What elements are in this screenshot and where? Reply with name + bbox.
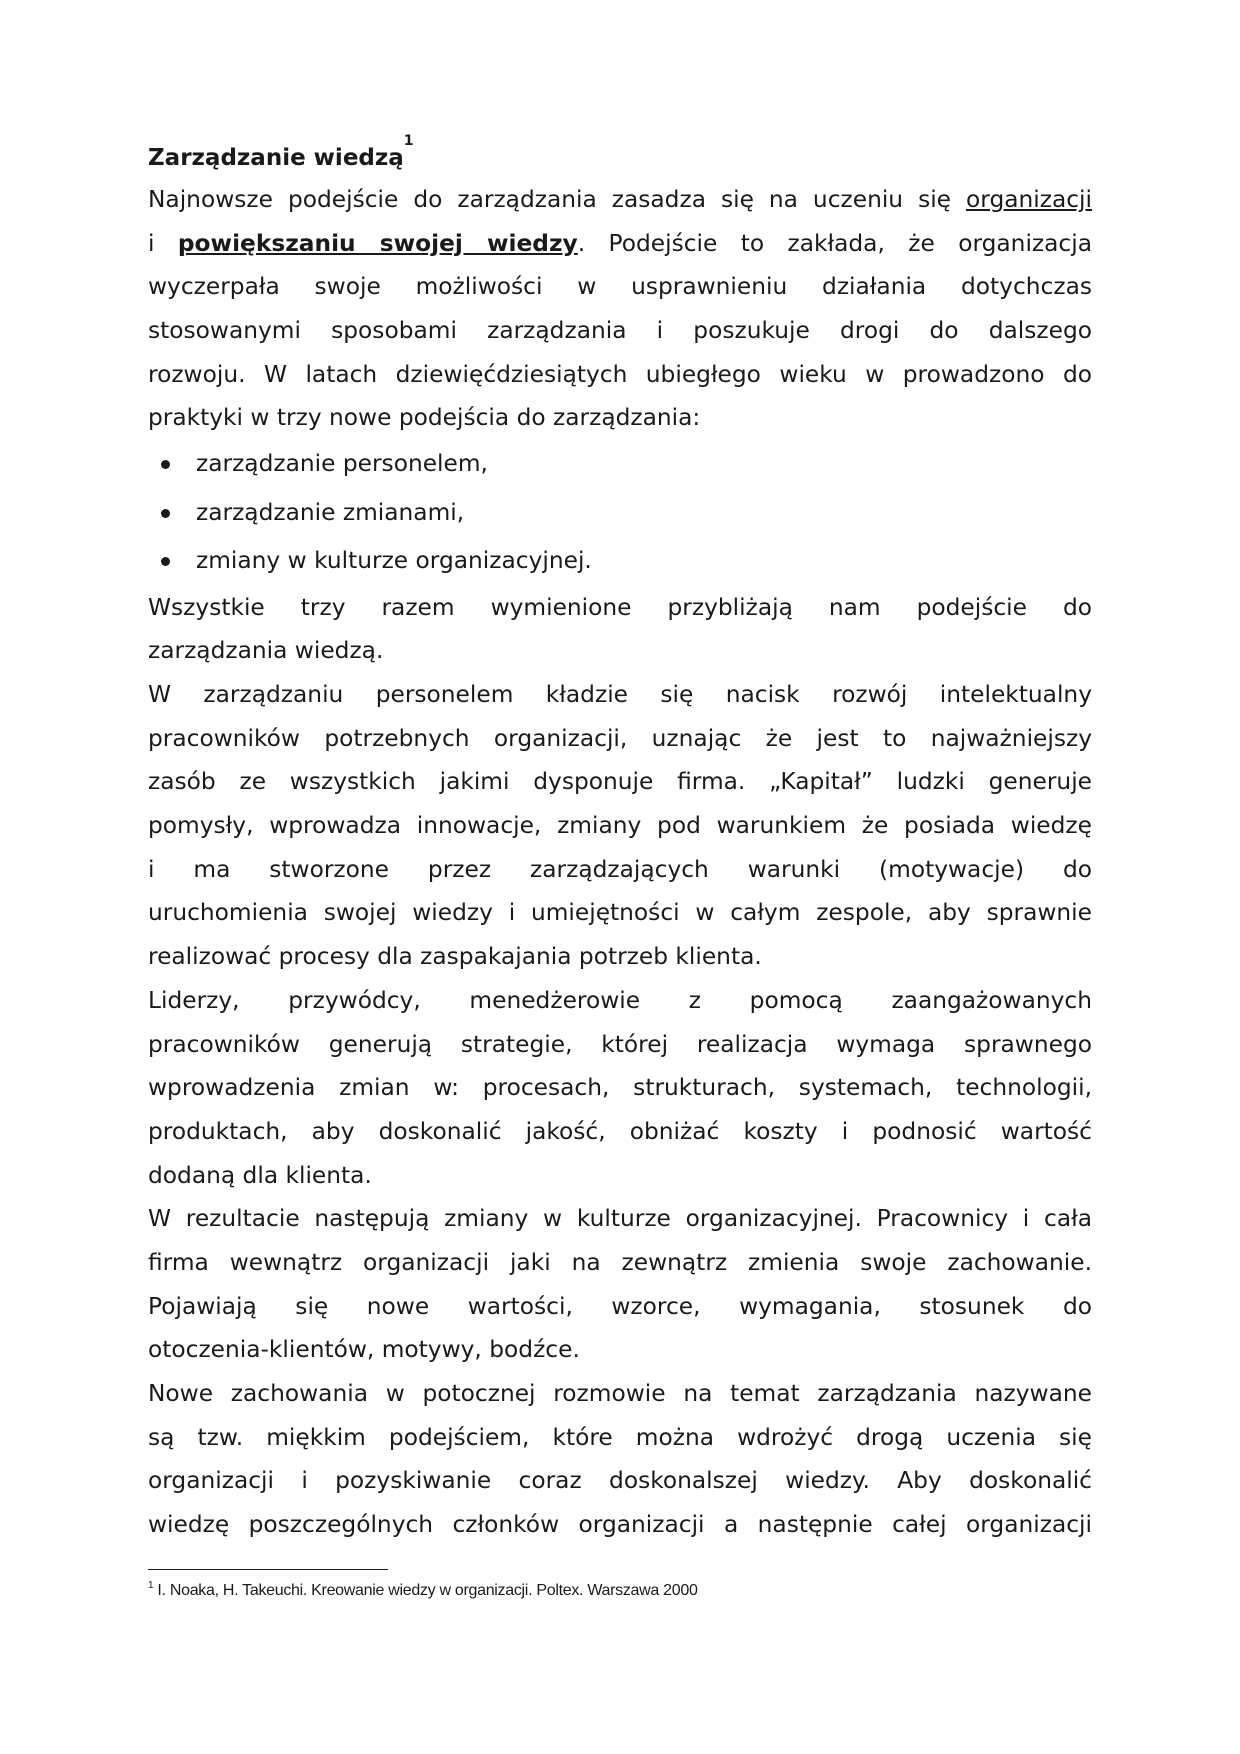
footnote-text: I. Noaka, H. Takeuchi. Kreowanie wiedzy w organizacji. Poltex. Warszawa 2000 (153, 1582, 698, 1599)
text-line: Pojawiają się nowe wartości, wzorce, wymagania, stosunek do (148, 1292, 1092, 1320)
text-line: pomysły, wprowadza innowacje, zmiany pod warunkiem że posiada wiedzę (148, 812, 1092, 840)
bullet-icon (161, 509, 170, 518)
bullet-list (148, 440, 1092, 586)
text-line: Liderzy, przywódcy, menedżerowie z pomocą zaangażowanych (148, 986, 1092, 1014)
text-line: Nowe zachowania w potocznej rozmowie na temat zarządzania nazywane (148, 1380, 1092, 1407)
text-line: firma wewnątrz organizacji jaki na zewnątrz zmienia swoje zachowanie. (148, 1248, 1092, 1276)
text-line: zarządzania wiedzą. (148, 637, 384, 665)
text-line: produktach, aby doskonalić jakość, obniżać koszty i podnosić wartość (148, 1117, 1092, 1145)
title-text: Zarządzanie wiedzą (148, 145, 404, 171)
text-line: wyczerpała swoje możliwości w usprawnieniu działania dotychczas (148, 273, 1092, 301)
line-text: Najnowsze podejście do zarządzania zasadza się na uczeniu się (148, 186, 967, 213)
text-line: uruchomienia swojej wiedzy i umiejętności w całym zespole, aby sprawnie (148, 899, 1092, 927)
footnote-ref[interactable]: 1 (403, 133, 414, 149)
paragraph-3 (148, 979, 1092, 1197)
footnote (148, 1582, 698, 1600)
list-item-text: zarządzanie personelem, (196, 450, 488, 478)
text-line: realizować procesy dla zaspakajania potrzeb klienta. (148, 943, 762, 971)
text-line: praktyki w trzy nowe podejścia do zarządzania: (148, 404, 701, 432)
text-line (148, 222, 1092, 266)
text-line: organizacji i pozyskiwanie coraz doskonalszej wiedzy. Aby doskonalić (148, 1467, 1092, 1495)
footnote-divider (148, 1569, 388, 1570)
line-text: . Podejście to zakłada, że organizacja (577, 229, 1092, 257)
text-line: pracowników generują strategie, której realizacja wymaga sprawnego (148, 1030, 1092, 1058)
paragraph-5 (148, 1372, 1092, 1547)
line-text: i (148, 229, 178, 257)
list-item-text: zarządzanie zmianami, (196, 498, 465, 526)
intro-paragraph (148, 178, 1092, 440)
paragraph-1 (148, 586, 1092, 673)
text-line (148, 178, 1092, 222)
document-title (148, 133, 1092, 178)
paragraph-4 (148, 1197, 1092, 1372)
text-line: W zarządzaniu personelem kładzie się nacisk rozwój intelektualny (148, 681, 1092, 708)
document-body (148, 133, 1092, 1547)
wiedzy-link[interactable]: powiększaniu swojej wiedzy (177, 229, 578, 257)
text-line: dodaną dla klienta. (148, 1161, 372, 1189)
text-line: Wszystkie trzy razem wymienione przybliżają nam podejście do (148, 593, 1092, 621)
paragraph-2 (148, 673, 1092, 979)
text-line: rozwoju. W latach dziewięćdziesiątych ubiegłego wieku w prowadzono do (148, 360, 1092, 388)
text-line: pracowników potrzebnych organizacji, uznając że jest to najważniejszy (148, 724, 1092, 752)
organizacji-link[interactable]: organizacji (966, 186, 1092, 213)
text-line: wprowadzenia zmian w: procesach, strukturach, systemach, technologii, (148, 1074, 1092, 1102)
text-line: i ma stworzone przez zarządzających warunki (motywacje) do (148, 855, 1092, 883)
list-item (148, 537, 1092, 586)
text-line: stosowanymi sposobami zarządzania i poszukuje drogi do dalszego (148, 317, 1092, 345)
list-item (148, 440, 1092, 489)
footnote-number: 1 (148, 1580, 154, 1591)
text-line: W rezultacie następują zmiany w kulturze organizacyjnej. Pracownicy i cała (148, 1205, 1092, 1233)
text-line: zasób ze wszystkich jakimi dysponuje firma. „Kapitał” ludzki generuje (148, 768, 1092, 796)
list-item (148, 489, 1092, 538)
text-line: otoczenia-klientów, motywy, bodźce. (148, 1336, 580, 1364)
text-line: wiedzę poszczególnych członków organizacji a następnie całej organizacji (148, 1511, 1092, 1539)
bullet-icon (161, 557, 170, 566)
text-line: są tzw. miękkim podejściem, które można wdrożyć drogą uczenia się (148, 1423, 1092, 1451)
bullet-icon (161, 460, 170, 469)
list-item-text: zmiany w kulturze organizacyjnej. (196, 547, 592, 575)
